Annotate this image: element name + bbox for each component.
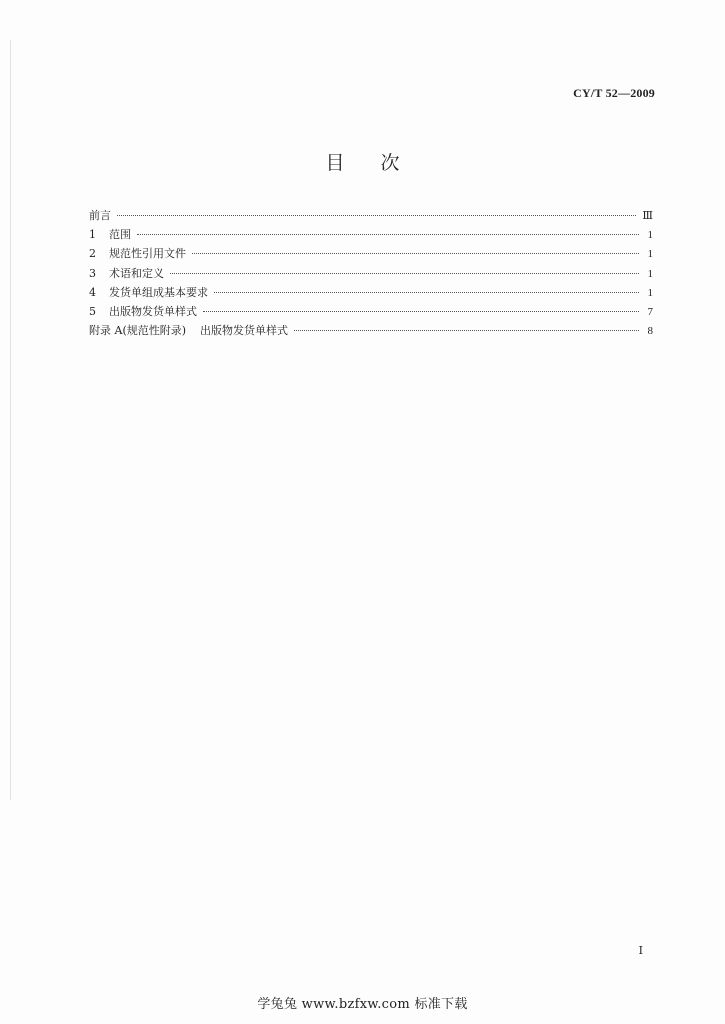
toc-page-number: 7	[647, 305, 653, 318]
toc-entry-scope[interactable]	[89, 225, 653, 244]
page-title: 目次	[325, 152, 436, 174]
toc-entry-normative-references[interactable]	[89, 244, 653, 263]
toc-entry-label: 发货单组成基本要求	[109, 285, 208, 299]
toc-entry-label: 前言	[89, 209, 111, 222]
toc-section-number: 4	[89, 285, 96, 299]
toc-entry-annex-title: 出版物发货单样式	[200, 324, 289, 338]
toc-page-number: 1	[647, 286, 653, 299]
toc-dot-leader	[137, 234, 639, 235]
toc-section-number: 1	[89, 228, 96, 242]
toc-page-number: 8	[647, 325, 653, 338]
toc-dot-leader	[214, 292, 639, 293]
toc-section-number: 2	[89, 247, 96, 261]
toc-entry-annex-a[interactable]	[89, 321, 653, 340]
toc-entry-label: 附录 A(规范性附录)	[89, 324, 187, 338]
page-folio: Ⅰ	[638, 945, 643, 957]
toc-dot-leader	[170, 273, 639, 274]
toc-page-number: 1	[647, 248, 653, 261]
toc-section-number: 3	[89, 266, 96, 280]
table-of-contents	[89, 206, 653, 340]
standard-number: CY/T 52—2009	[573, 86, 655, 100]
toc-page-number: 1	[647, 267, 653, 280]
toc-dot-leader	[294, 330, 639, 331]
toc-entry-terms-definitions[interactable]	[89, 264, 653, 283]
download-watermark: 学兔兔 www.bzfxw.com 标准下载	[257, 997, 468, 1012]
toc-entry-foreword[interactable]	[89, 206, 653, 225]
toc-section-number: 5	[89, 304, 96, 318]
toc-entry-label: 规范性引用文件	[109, 247, 186, 261]
toc-page-number: Ⅲ	[642, 210, 653, 222]
toc-entry-basic-requirements[interactable]	[89, 283, 653, 302]
toc-dot-leader	[203, 311, 639, 312]
toc-dot-leader	[192, 253, 639, 254]
toc-entry-invoice-format[interactable]	[89, 302, 653, 321]
toc-dot-leader	[117, 215, 636, 216]
toc-entry-label: 出版物发货单样式	[109, 304, 197, 318]
toc-entry-label: 术语和定义	[109, 266, 164, 280]
toc-entry-label: 范围	[109, 228, 131, 242]
toc-page-number: 1	[647, 229, 653, 242]
